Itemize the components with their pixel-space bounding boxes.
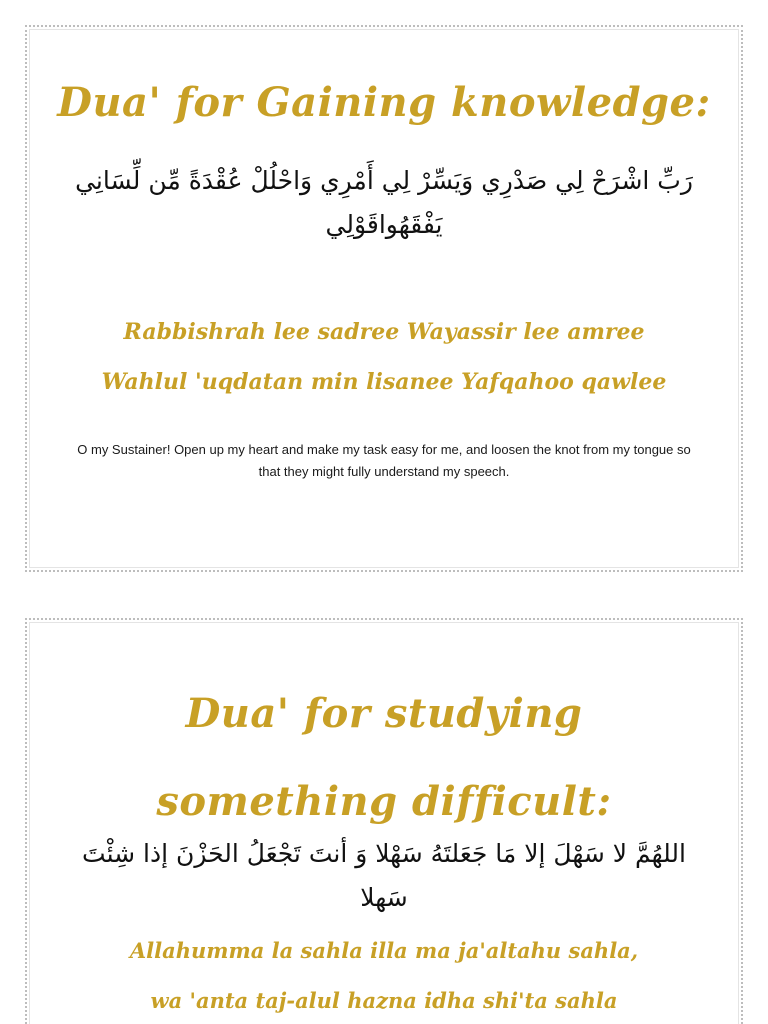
dua-card-studying-difficult xyxy=(25,618,743,1024)
card-title-line: something difficult: xyxy=(156,778,612,825)
transliteration-line: Wahlul 'uqdatan min lisanee Yafqahoo qawlee xyxy=(101,369,667,395)
arabic-text: اللهُمَّ لا سَهْلَ إلا مَا جَعَلتَهُ سَهْلا وَ أنتَ تَجْعَلُ الحَزْنَ إذا شِئْتَ سَهلا xyxy=(82,839,686,912)
card-title: Dua' for Gaining knowledge: xyxy=(57,79,711,126)
transliteration-line: wa 'anta taj-alul hazna idha shi'ta sahla xyxy=(150,988,618,1013)
transliteration-line: Rabbishrah lee sadree Wayassir lee amree xyxy=(123,319,645,345)
transliteration xyxy=(47,307,721,407)
arabic-text: رَبِّ اشْرَحْ لِي صَدْرِي وَيَسِّرْ لِي أَمْرِي وَاحْلُلْ عُقْدَةً مِّن لِّسَانِي يَفْقَهُواقَوْلِي xyxy=(75,166,693,239)
card-title-line: Dua' for studying xyxy=(185,690,583,737)
transliteration-line: Allahumma la sahla illa ma ja'altahu sahla, xyxy=(129,938,639,963)
dua-card-gaining-knowledge xyxy=(25,25,743,572)
card-title xyxy=(27,670,741,846)
transliteration xyxy=(47,926,721,1024)
translation-text: O my Sustainer! Open up my heart and make my task easy for me, and loosen the knot from my tongue so that they might fully understand my speech. xyxy=(77,442,691,479)
